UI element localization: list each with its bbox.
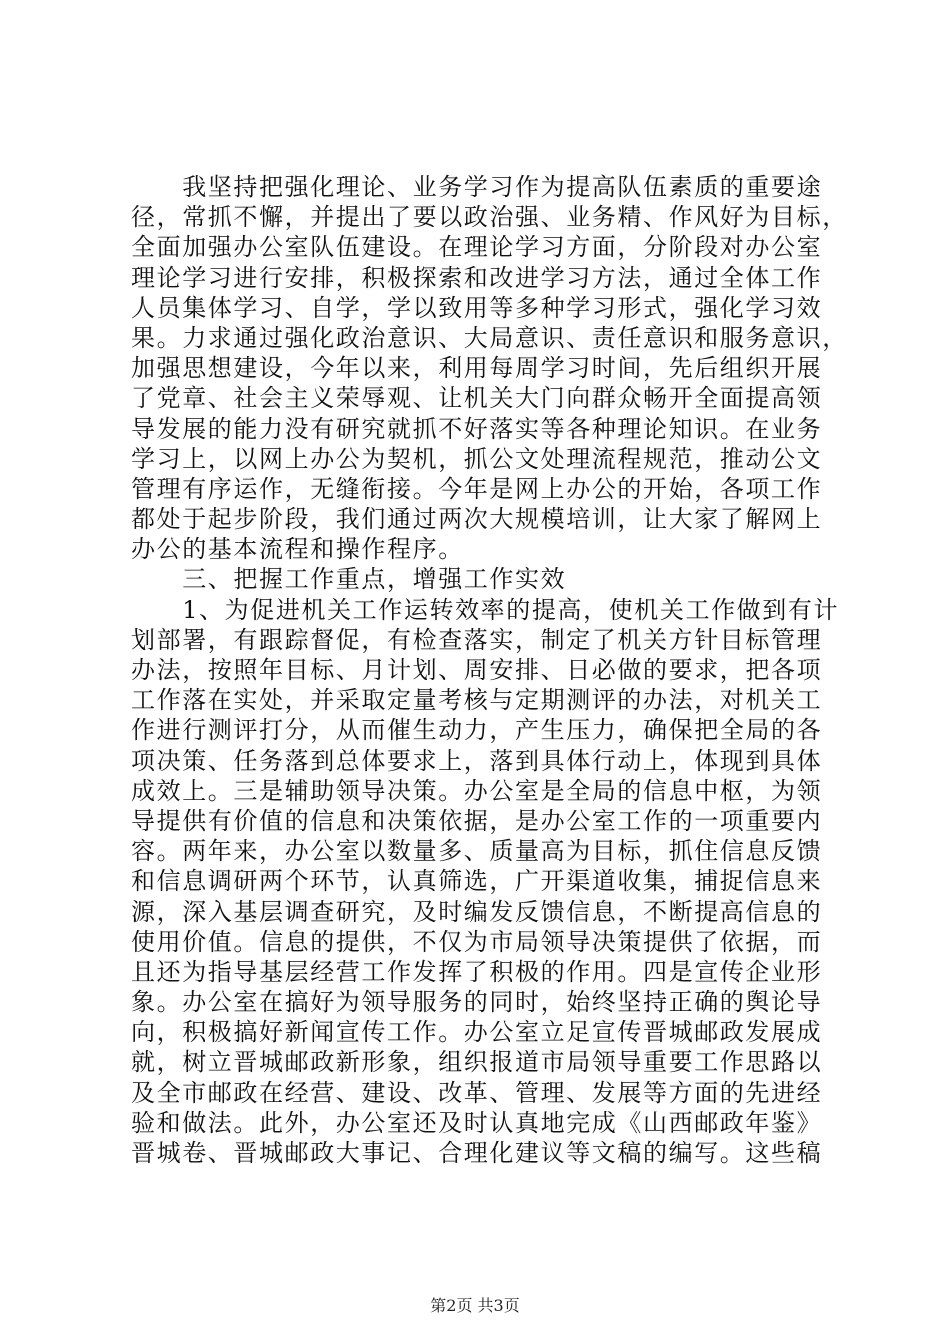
text-line: 我坚持把强化理论、业务学习作为提高队伍素质的重要途 xyxy=(131,173,823,201)
text-line: 和信息调研两个环节，认真筛选，广开渠道收集，捕捉信息来 xyxy=(131,867,823,896)
text-line: 都处于起步阶段，我们通过两次大规模培训，让大家了解网上 xyxy=(131,505,823,534)
text-line: 且还为指导基层经营工作发挥了积极的作用。四是宣传企业形 xyxy=(131,957,823,986)
text-line: 就，树立晋城邮政新形象，组织报道市局领导重要工作思路以 xyxy=(131,1048,823,1077)
text-line: 及全市邮政在经营、建设、改革、管理、发展等方面的先进经 xyxy=(131,1078,823,1107)
page-footer: 第2页 共3页 xyxy=(430,1296,520,1315)
text-line: 径，常抓不懈，并提出了要以政治强、业务精、作风好为目标， xyxy=(131,203,848,232)
text-line: 晋城卷、晋城邮政大事记、合理化建议等文稿的编写。这些稿 xyxy=(131,1139,823,1167)
text-line: 作进行测评打分，从而催生动力，产生压力，确保把全局的各 xyxy=(131,716,823,745)
text-line: 导提供有价值的信息和决策依据，是办公室工作的一项重要内 xyxy=(131,806,823,835)
text-line: 象。办公室在搞好为领导服务的同时，始终坚持正确的舆论导 xyxy=(131,988,823,1017)
text-line: 人员集体学习、自学，学以致用等多种学习形式，强化学习效 xyxy=(131,293,823,322)
text-line: 导发展的能力没有研究就抓不好落实等各种理论知识。在业务 xyxy=(131,414,823,443)
text-line: 向，积极搞好新闻宣传工作。办公室立足宣传晋城邮政发展成 xyxy=(131,1018,823,1047)
section-heading: 三、把握工作重点，增强工作实效 xyxy=(131,565,567,594)
text-line: 1、为促进机关工作运转效率的提高，使机关工作做到有计 xyxy=(131,595,840,624)
text-line: 办公的基本流程和操作程序。 xyxy=(131,535,464,564)
text-line: 果。力求通过强化政治意识、大局意识、责任意识和服务意识， xyxy=(131,323,848,352)
text-line: 验和做法。此外，办公室还及时认真地完成《山西邮政年鉴》 xyxy=(131,1108,823,1137)
text-line: 项决策、任务落到总体要求上，落到具体行动上，体现到具体 xyxy=(131,746,823,775)
text-line: 工作落在实处，并采取定量考核与定期测评的办法，对机关工 xyxy=(131,686,823,715)
text-line: 容。两年来，办公室以数量多、质量高为目标，抓住信息反馈 xyxy=(131,837,823,866)
text-line: 办法，按照年目标、月计划、周安排、日必做的要求，把各项 xyxy=(131,656,823,684)
text-line: 源，深入基层调查研究，及时编发反馈信息，不断提高信息的 xyxy=(131,897,823,926)
text-line: 学习上，以网上办公为契机，抓公文处理流程规范，推动公文 xyxy=(131,444,823,473)
text-line: 了党章、社会主义荣辱观、让机关大门向群众畅开全面提高领 xyxy=(131,384,823,413)
text-line: 全面加强办公室队伍建设。在理论学习方面，分阶段对办公室 xyxy=(131,233,823,262)
text-line: 管理有序运作，无缝衔接。今年是网上办公的开始，各项工作 xyxy=(131,474,823,503)
text-line: 划部署，有跟踪督促，有检查落实，制定了机关方针目标管理 xyxy=(131,625,823,654)
text-line: 理论学习进行安排，积极探索和改进学习方法，通过全体工作 xyxy=(131,263,823,292)
text-line: 加强思想建设，今年以来，利用每周学习时间，先后组织开展 xyxy=(131,354,823,383)
text-line: 使用价值。信息的提供，不仅为市局领导决策提供了依据，而 xyxy=(131,927,823,956)
text-line: 成效上。三是辅助领导决策。办公室是全局的信息中枢，为领 xyxy=(131,776,823,805)
body-text xyxy=(131,172,848,1168)
